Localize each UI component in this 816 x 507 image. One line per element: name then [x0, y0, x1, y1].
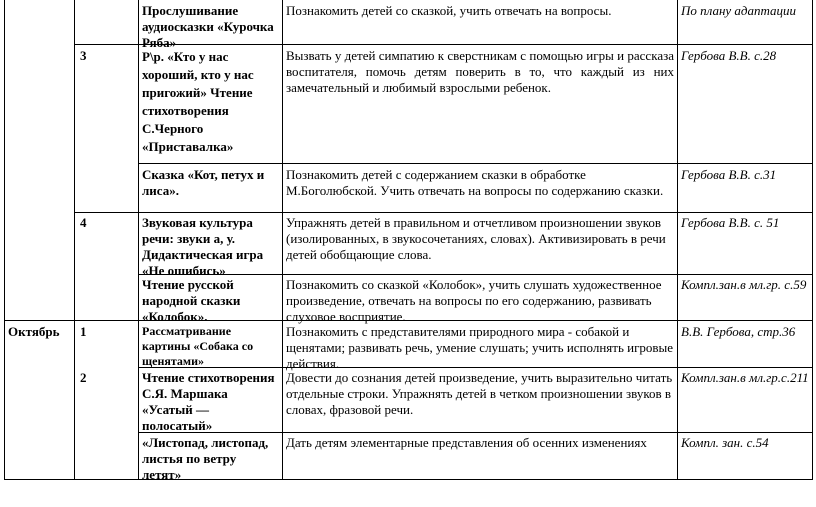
topic-title: «Листопад, листопад, листья по ветру летят» [142, 435, 269, 482]
topic-goal: Довести до сознания детей произведение, учить выразительно читать отдельные строки. Упражнять детей в четком произношении звуков в словах, фразовой речи. [286, 370, 673, 417]
week-number: 4 [80, 215, 87, 230]
topic-source: В.В. Гербова, стр.36 [681, 324, 796, 339]
topic-title: Сказка «Кот, петух и лиса». [142, 167, 265, 198]
table-border-bottom [4, 479, 813, 480]
table-column-divider [138, 0, 139, 479]
topic-goal: Познакомить детей со сказкой, учить отвечать на вопросы. [286, 3, 612, 18]
week-number: 2 [80, 370, 87, 385]
row-divider [74, 212, 813, 213]
topic-goal: Познакомить со сказкой «Колобок», учить слушать художественное произведение, отвечать на вопросы по его содержанию, развивать слуховое восприятие. [286, 277, 662, 324]
topic-source: Гербова В.В. с.28 [681, 48, 777, 63]
topic-title: Звуковая культура речи: звуки а, у. Дидактическая игра «Не ошибись» [142, 215, 264, 278]
week-number: 1 [80, 324, 87, 339]
table-border-left [4, 0, 5, 479]
topic-source: Компл.зан.в мл.гр.с.211 [681, 370, 809, 385]
topic-title: Прослушивание аудиосказки «Курочка Ряба» [142, 3, 274, 50]
table-column-divider [282, 0, 283, 479]
table-border-right [812, 0, 813, 479]
week-number: 3 [80, 48, 87, 63]
topic-source: Компл.зан.в мл.гр. с.59 [681, 277, 807, 292]
topic-goal: Упражнять детей в правильном и отчетливом произношении звуков (изолированных, в звукосочетаниях, словах). Активизировать в речи детей обобщающие слова. [286, 215, 666, 262]
table-column-divider [74, 0, 75, 479]
row-divider [138, 163, 813, 164]
month-label: Октябрь [8, 324, 60, 339]
topic-source: Компл. зан. с.54 [681, 435, 769, 450]
topic-goal: Познакомить с представителями природного мира - собакой и щенятами; развивать речь, умение слушать; учить исполнять игровые действия. [286, 324, 674, 371]
topic-title: Чтение русской народной сказки «Колобок». [142, 277, 241, 324]
topic-title: Рассматривание картины «Собака со щенятами» [142, 324, 254, 368]
topic-goal: Вызвать у детей симпатию к сверстникам с помощью игры и рассказа воспитателя, помочь детям поверить в то, что каждый из них замечательный и любимый взрослыми ребенок. [286, 48, 674, 95]
topic-title: Чтение стихотворения С.Я. Маршака «Усатый — полосатый» [142, 370, 275, 433]
topic-goal: Дать детям элементарные представления об осенних изменениях [286, 435, 647, 450]
topic-source: По плану адаптации [681, 3, 797, 18]
topic-goal: Познакомить детей с содержанием сказки в обработке М.Боголюбской. Учить отвечать на вопросы по содержанию сказки. [286, 167, 664, 198]
table-column-divider [677, 0, 678, 479]
topic-title: Р\р. «Кто у нас хороший, кто у нас пригожий» Чтение стихотворения С.Черного «Приставалка» [142, 49, 254, 154]
topic-source: Гербова В.В. с. 51 [681, 215, 780, 230]
topic-source: Гербова В.В. с.31 [681, 167, 777, 182]
